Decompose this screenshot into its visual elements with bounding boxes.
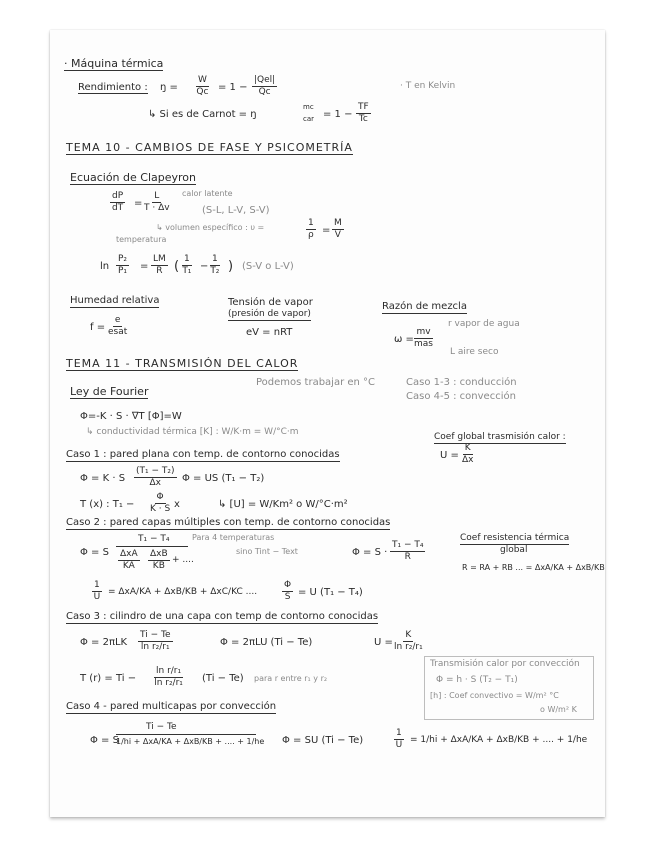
note-t-kelvin: · T en Kelvin (400, 81, 456, 91)
tr-eq: T (r) = Ti − (80, 673, 137, 684)
u-eq: U = (440, 450, 459, 461)
dx: Δx (462, 455, 474, 465)
convection-title: Transmisión calor por convección (430, 659, 580, 669)
fraction-1-rho (306, 219, 316, 240)
note-volumen-especifico: ↳ volumen específico : υ = (156, 223, 265, 232)
phi-ks: Φ = K · S (80, 473, 126, 484)
u: U (93, 592, 101, 602)
tx-eq: T (x) : T₁ − (80, 499, 135, 510)
note-para-r: para r entre r₁ y r₂ (254, 674, 328, 683)
fraction-1-u (92, 581, 102, 602)
phi-2pilu: Φ = 2πLU (Ti − Te) (220, 637, 313, 648)
fraction-1-t1 (182, 255, 192, 276)
fraction-l-tdv (144, 192, 170, 213)
heading-tema-11: TEMA 11 - TRANSMISIÓN DEL CALOR (66, 357, 299, 370)
ti-te-4: Ti − Te (146, 722, 177, 732)
k: K (464, 443, 471, 453)
r-equation: R = RA + RB ... = ΔxA/KA + ΔxB/KB (462, 563, 605, 572)
note-temperatura: temperatura (116, 235, 167, 244)
fraction-1-t2 (210, 255, 220, 276)
heading-coef-resistencia: Coef resistencia térmica (460, 533, 570, 543)
dp: dP (112, 191, 124, 201)
u-eq-cyl: U = (374, 637, 393, 648)
heading-coef-global: Coef global trasmisión calor : (434, 432, 566, 442)
fraction-k-ln (394, 631, 423, 652)
fraction-tite-ln (138, 631, 173, 652)
u-units: ↳ [U] = W/Km² o W/°C·m² (218, 499, 348, 510)
sum-resistances: = ΔxA/KA + ΔxB/KB + ΔxC/KC .... (108, 587, 258, 597)
heading-razon-mezcla: Razón de mezcla (382, 301, 467, 312)
heading-caso-3: Caso 3 : cilindro de una capa con temp de contorno conocidas (66, 611, 379, 622)
note-calor-latente: calor latente (182, 189, 233, 198)
ln-r2-r1-b: ln r₂/r₁ (394, 642, 423, 652)
heading-caso-4: Caso 4 - pared multicapas por convección (66, 701, 277, 712)
heading-maquina-termica: · Máquina térmica (64, 57, 164, 70)
convection-h-units: [h] : Coef convectivo = W/m² °C (430, 691, 559, 700)
fraction-phi-ks (150, 493, 170, 514)
label-global: global (500, 545, 528, 555)
mas: mas (414, 339, 433, 349)
k-2: K (405, 630, 412, 640)
ev-equation: eV = nRT (246, 327, 293, 338)
sum-caso4: = 1/hi + ΔxA/KA + ΔxB/KB + .... + 1/he (410, 735, 588, 745)
one: 1 (308, 218, 314, 228)
phi-s-4: Φ = S (90, 735, 119, 746)
v: V (334, 230, 341, 240)
heading-ley-fourier: Ley de Fourier (70, 385, 149, 398)
ln-r2-r1: ln r₂/r₁ (140, 642, 170, 652)
lm: LM (153, 254, 166, 264)
dxb: ΔxB (150, 549, 168, 559)
fourier-equation: Φ=-K · S · ∇T [Φ]=W (80, 411, 182, 422)
heading-caso-1: Caso 1 : pared plana con temp. de contorno conocidas (66, 449, 340, 460)
fraction-bar-caso4 (116, 734, 256, 735)
note-aire-seco: L aire seco (450, 347, 499, 357)
u-t1-t4: = U (T₁ − T₄) (298, 587, 363, 598)
carnot-line: ↳ Si es de Carnot = ŋ (148, 109, 257, 120)
tc-denominator: Tc (358, 114, 368, 124)
esat: esat (108, 327, 128, 337)
fraction-m-v (332, 219, 344, 240)
paren-open: ( (174, 259, 180, 274)
phi-s-2: Φ = S · (352, 547, 388, 558)
eq-one-minus: = 1 − (218, 82, 248, 93)
note-para-4-temperaturas: Para 4 temperaturas (192, 533, 275, 542)
eq-sign-2: = (140, 261, 149, 272)
convection-h-units-2: o W/m² K (540, 705, 577, 714)
one-b: 1 (212, 254, 218, 264)
m: M (334, 218, 342, 228)
eq-m: = (322, 225, 331, 236)
omega-eq: ω = (394, 334, 414, 345)
fraction-bar-caso2 (116, 546, 188, 547)
label-rendimiento: Rendimiento : (78, 82, 148, 93)
phases-list: (S-L, L-V, S-V) (202, 205, 270, 216)
ks: K · S (150, 504, 171, 514)
qc-denominator: Qc (196, 87, 209, 97)
t2: T₂ (210, 266, 220, 276)
tension-vapor-subtitle: (presión de vapor) (228, 309, 311, 319)
heading-tension-vapor: Tensión de vapor (228, 297, 313, 308)
carnot-eq: = 1 − (323, 109, 353, 120)
dots: + .... (172, 555, 194, 565)
p1: P₁ (118, 266, 128, 276)
ka: KA (122, 561, 135, 571)
note-vapor-agua: r vapor de agua (448, 319, 520, 329)
p2: P₂ (118, 254, 128, 264)
phi-2pilk: Φ = 2πLK (80, 637, 128, 648)
phi-us: Φ = US (T₁ − T₂) (182, 473, 265, 484)
paren-close: ) (228, 259, 234, 274)
t-delta-v: T · Δv (144, 203, 170, 213)
fraction-lm-r (151, 255, 168, 276)
heading-caso-2: Caso 2 : pared capas múltiples con temp. de contorno conocidas (66, 517, 391, 528)
fraction-t1t4-r (390, 541, 425, 562)
one-u-2: 1 (396, 728, 402, 738)
ti-te-paren: (Ti − Te) (202, 673, 244, 684)
qc-denominator-2: Qc (258, 87, 271, 97)
eta-symbol: ŋ = (160, 82, 178, 93)
fraction-e-esat (108, 316, 127, 337)
heading-humedad-relativa: Humedad relativa (70, 295, 160, 306)
r-res: R (404, 552, 411, 562)
phi-s: Φ = S (80, 547, 109, 558)
fraction-mv-mas (414, 328, 433, 349)
u-2: U (395, 740, 403, 750)
fraction-dp-dt (110, 192, 125, 213)
heading-clapeyron: Ecuación de Clapeyron (70, 171, 196, 184)
ln-r-r1: ln r/r₁ (156, 666, 182, 676)
fraction-p2-p1 (116, 255, 129, 276)
w-numerator: W (198, 75, 207, 85)
t1-t4: T₁ − T₄ (138, 534, 170, 544)
tf-numerator: TF (358, 102, 369, 112)
t1-t2: (T₁ − T₂) (136, 466, 175, 476)
t1: T₁ (182, 266, 192, 276)
ti-te: Ti − Te (140, 630, 171, 640)
note-caso-1-3: Caso 1-3 : conducción (406, 377, 517, 388)
notes-page (50, 30, 605, 817)
r-const: R (156, 266, 163, 276)
f-eq: f = (90, 322, 106, 333)
convection-equation: Φ = h · S (T₂ − T₁) (436, 675, 518, 685)
x-var: x (174, 499, 180, 510)
s-den: S (284, 592, 291, 602)
t1-t4-b: T₁ − T₄ (392, 540, 424, 550)
fraction-qel-qc (252, 76, 277, 97)
latent-heat-l: L (154, 191, 160, 201)
fraction-k-dx (462, 444, 473, 465)
fraction-tf-tc (356, 103, 371, 124)
phi: Φ (156, 492, 164, 502)
note-conductividad: ↳ conductividad térmica [K] : W/K·m = W/°C·m (86, 427, 299, 437)
minus: − (200, 261, 209, 272)
phi-su: Φ = SU (Ti − Te) (282, 735, 364, 746)
one-u: 1 (94, 580, 100, 590)
fraction-w-qc (196, 76, 209, 97)
note-sino-tint-text: sino Tint − Text (236, 547, 298, 556)
eq-sign: = (134, 198, 143, 209)
note-caso-4-5: Caso 4-5 : convección (406, 391, 516, 402)
qel-numerator: |Qel| (254, 75, 276, 85)
fraction-dxa-ka (118, 550, 140, 571)
heading-tema-10: TEMA 10 - CAMBIOS DE FASE Y PSICOMETRÍA (66, 141, 353, 154)
dxa: ΔxA (120, 549, 138, 559)
fraction-t1t2-dx (134, 467, 177, 488)
fraction-1-u-2 (394, 729, 404, 750)
denominator-caso4: 1/hi + ΔxA/KA + ΔxB/KB + .... + 1/he (116, 737, 265, 746)
fraction-phi-s (282, 581, 293, 602)
phi-num: Φ (284, 580, 292, 590)
note-podemos-trabajar: Podemos trabajar en °C (256, 377, 376, 388)
rho: ρ (308, 230, 314, 240)
mv: mv (416, 327, 431, 337)
ln-r2-r1-c: ln r₂/r₁ (154, 678, 183, 688)
note-sv-lv: (S-V o L-V) (242, 261, 294, 272)
fraction-dxb-kb (148, 550, 170, 571)
kb: KB (152, 561, 165, 571)
e: e (114, 315, 121, 325)
one-a: 1 (184, 254, 190, 264)
eta-subscript: car (303, 115, 315, 123)
dx-2: Δx (149, 478, 161, 488)
fraction-lnr-lnr2r1 (154, 667, 183, 688)
eta-superscript: mc (303, 103, 314, 111)
ln-label: ln (100, 261, 110, 272)
dt: dT (111, 203, 124, 213)
